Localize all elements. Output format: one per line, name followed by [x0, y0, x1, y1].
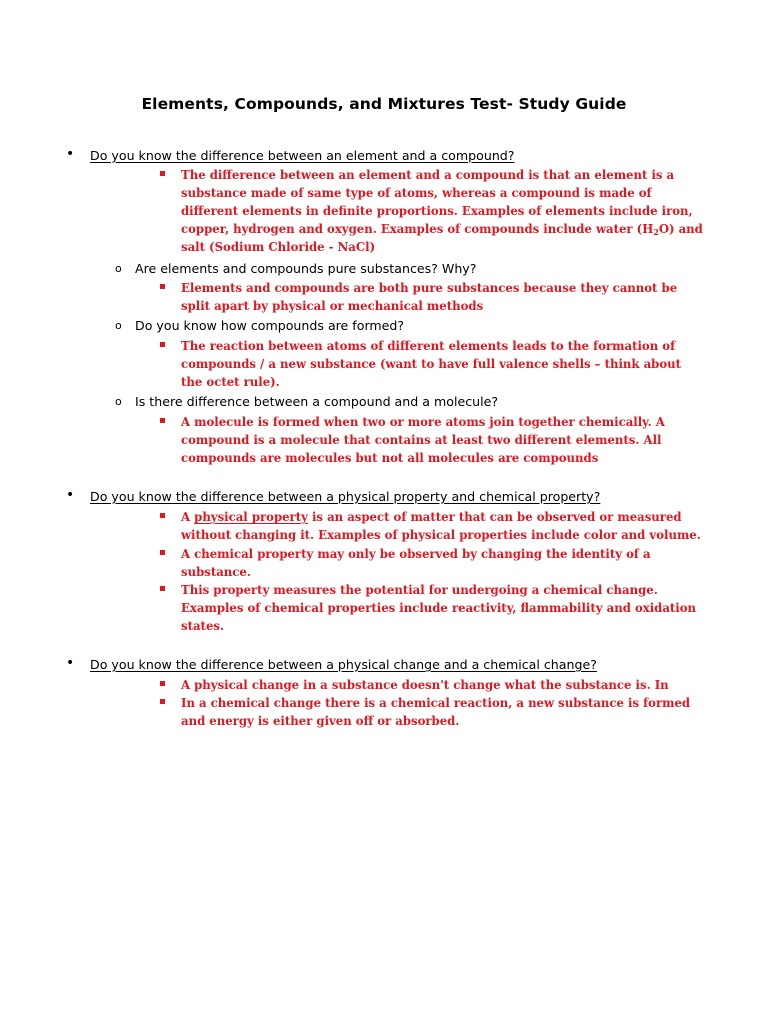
physical-property-term: physical property — [194, 510, 308, 524]
square-bullet-icon — [160, 681, 165, 686]
square-bullet-icon — [160, 513, 165, 518]
square-bullet-icon — [160, 586, 165, 591]
square-bullet-icon — [160, 342, 165, 347]
square-bullet-icon — [160, 550, 165, 555]
question-text: Do you know the difference between an element and a compound? — [90, 148, 515, 163]
bullet-marker: • — [66, 146, 75, 162]
answer-text-end: O) and salt (Sodium Chloride - NaCl) — [181, 222, 703, 255]
answer-chemical-change — [160, 694, 705, 730]
answer-physical-property — [160, 508, 705, 544]
circle-bullet-marker: o — [115, 395, 122, 408]
answer-physical-change — [160, 676, 705, 694]
subquestion-text: Are elements and compounds pure substances? Why? — [135, 261, 477, 276]
answer-text: is an aspect of matter that can be observed or measured without changing it. Examples of physical properties include color and volume. — [181, 510, 701, 543]
answer-chemical-property-examples — [160, 581, 705, 635]
subquestion-text: Do you know how compounds are formed? — [135, 318, 405, 333]
answer-text: In a chemical change there is a chemical reaction, a new substance is formed and energy is either given off or absorbed. — [181, 696, 691, 729]
answer-prefix: A — [181, 510, 195, 524]
answer-chemical-property — [160, 545, 705, 581]
answer-text: A chemical property may only be observed by changing the identity of a substance. — [181, 547, 651, 580]
circle-bullet-marker: o — [115, 262, 122, 275]
subscript-2: 2 — [653, 227, 659, 238]
square-bullet-icon — [160, 699, 165, 704]
answer-text: A molecule is formed when two or more atoms join together chemically. A compound is a molecule that contains at least two different elements. All compounds are molecules but not all molecules are compounds — [181, 415, 665, 466]
bullet-marker: • — [66, 655, 75, 671]
answer-compound-vs-molecule — [160, 413, 705, 467]
answer-element-vs-compound — [160, 166, 705, 256]
subquestion-text: Is there difference between a compound and a molecule? — [135, 394, 499, 409]
question-text: Do you know the difference between a physical change and a chemical change? — [90, 657, 597, 672]
answer-compounds-formed — [160, 337, 705, 391]
answer-text: This property measures the potential for undergoing a chemical change. Examples of chemical properties include reactivity, flammability and oxidation states. — [181, 583, 697, 634]
document-title: Elements, Compounds, and Mixtures Test- Study Guide — [141, 95, 627, 113]
bullet-marker: • — [66, 487, 75, 503]
question-text: Do you know the difference between a physical property and chemical property? — [90, 489, 601, 504]
answer-text: The reaction between atoms of different elements leads to the formation of compounds / a new substance (want to have full valence shells – think about the octet rule). — [181, 339, 682, 390]
answer-pure-substances — [160, 279, 705, 315]
square-bullet-icon — [160, 171, 165, 176]
circle-bullet-marker: o — [115, 319, 122, 332]
answer-text: Elements and compounds are both pure substances because they cannot be split apart by physical or mechanical methods — [181, 281, 678, 314]
square-bullet-icon — [160, 284, 165, 289]
square-bullet-icon — [160, 418, 165, 423]
answer-text: The difference between an element and a compound is that an element is a substance made of same type of atoms, whereas a compound is made of different elements in definite proportions. Examples of elements include iron, copper, hydrogen and oxygen. Examples of compounds include water (H — [181, 168, 693, 237]
answer-text: A physical change in a substance doesn't change what the substance is. In — [181, 678, 669, 692]
